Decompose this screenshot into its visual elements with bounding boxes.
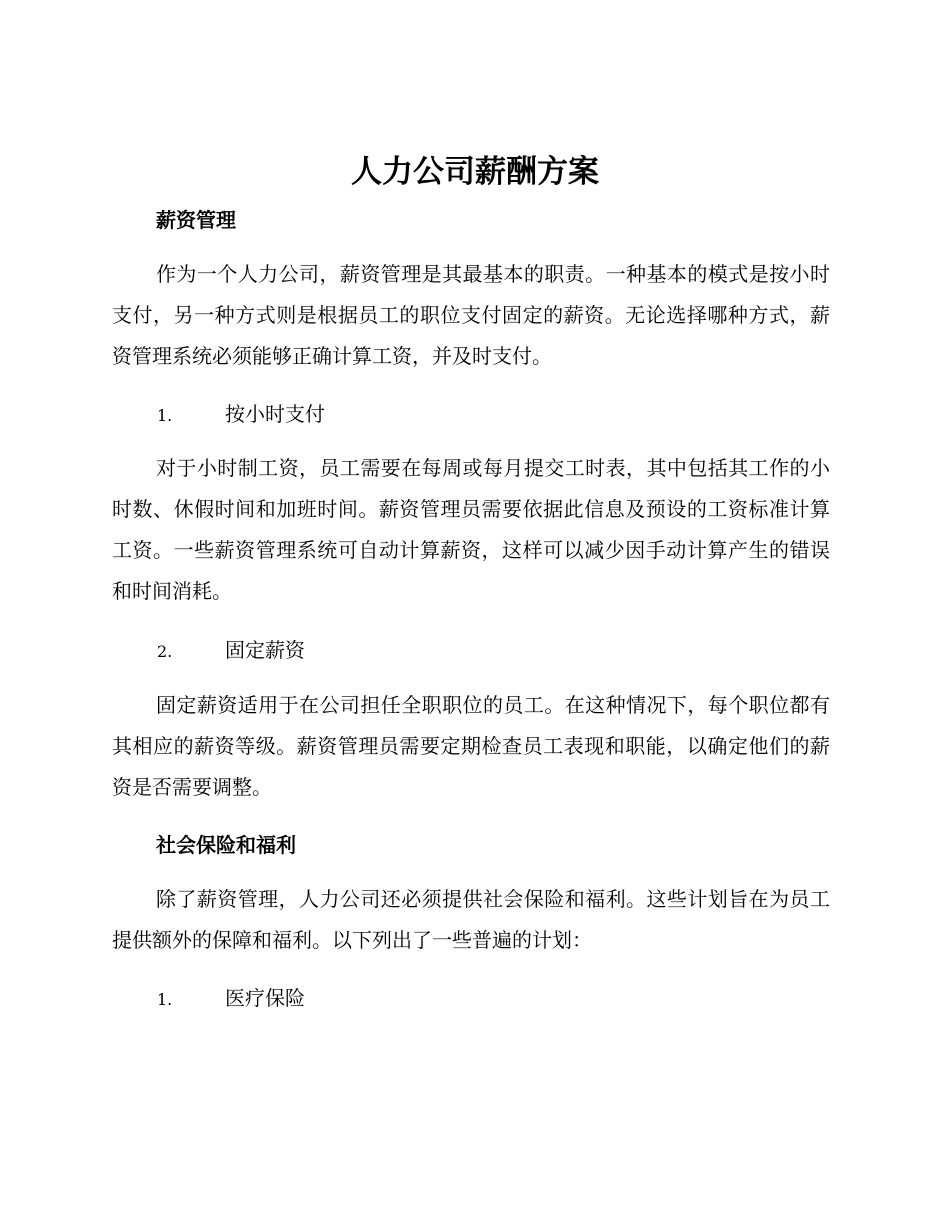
section-heading-social-insurance: 社会保险和福利 [156,833,296,857]
section-heading-salary-management: 薪资管理 [156,208,236,232]
list-item-number: 1. [157,990,173,1009]
list-item-label: 按小时支付 [225,402,325,426]
list-item-hourly-pay [157,399,325,431]
hourly-pay-paragraph: 对于小时制工资，员工需要在每周或每月提交工时表，其中包括其工作的小时数、休假时间和加班时间。薪资管理员需要依据此信息及预设的工资标准计算工资。一些薪资管理系统可自动计算薪资，这样可以减少因手动计算产生的错误和时间消耗。 [112,456,830,603]
list-item-number: 2. [157,642,173,661]
list-item-label: 医疗保险 [225,986,305,1010]
list-item-medical-insurance [157,983,305,1015]
social-insurance-intro: 除了薪资管理，人力公司还必须提供社会保险和福利。这些计划旨在为员工提供额外的保障和福利。以下列出了一些普遍的计划： [112,887,830,952]
list-item-fixed-salary [157,635,305,667]
list-item-number: 1. [157,406,173,425]
list-item-label: 固定薪资 [225,638,305,662]
document-title: 人力公司薪酬方案 [351,154,599,190]
salary-management-intro: 作为一个人力公司，薪资管理是其最基本的职责。一种基本的模式是按小时支付，另一种方式则是根据员工的职位支付固定的薪资。无论选择哪种方式，薪资管理系统必须能够正确计算工资，并及时支付。 [112,262,830,368]
fixed-salary-paragraph: 固定薪资适用于在公司担任全职职位的员工。在这种情况下，每个职位都有其相应的薪资等级。薪资管理员需要定期检查员工表现和职能，以确定他们的薪资是否需要调整。 [112,693,830,799]
